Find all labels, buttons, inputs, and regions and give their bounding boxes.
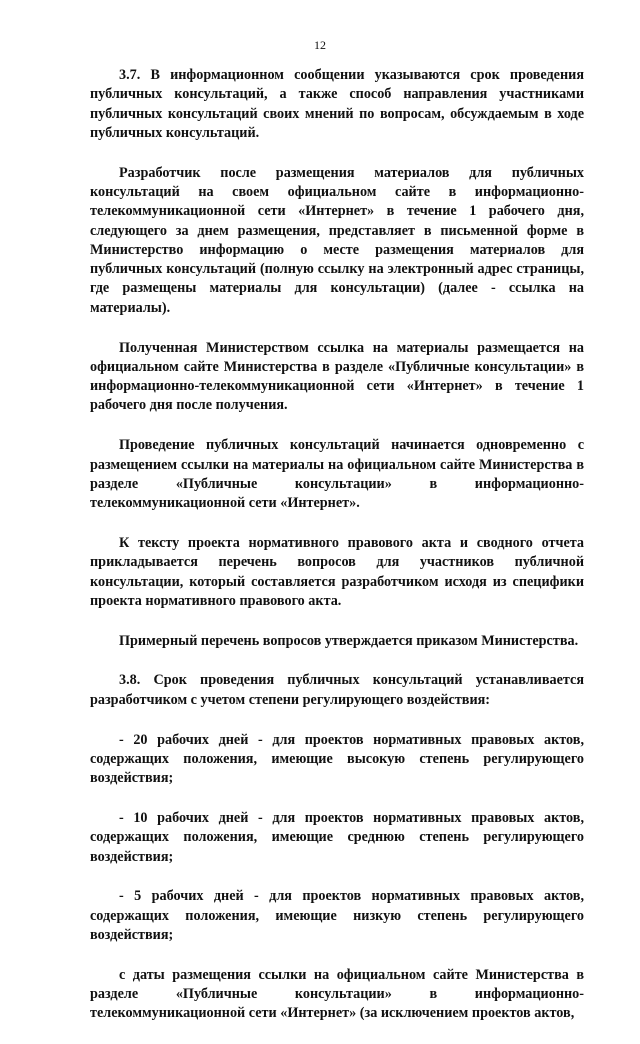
paragraph-3-7: 3.7. В информационном сообщении указываются срок проведения публичных консультаций, а также способ направления участниками публичных консультаций своих мнений по вопросам, обсуждаемым в ходе публичных консультаций. bbox=[90, 67, 584, 141]
paragraph-consultation-start: Проведение публичных консультаций начинается одновременно с размещением ссылки на материалы на официальном сайте Министерства в разделе «Публичные консультации» в информационно-телекоммуникационной сети «Интернет». bbox=[90, 437, 584, 512]
paragraph-approval: Примерный перечень вопросов утверждается приказом Министерства. bbox=[119, 632, 579, 649]
list-item-20-days: - 20 рабочих дней - для проектов нормативных правовых актов, содержащих положения, имеющие высокую степень регулирующего воздействия; bbox=[90, 731, 584, 787]
paragraph-developer-placement: Разработчик после размещения материалов для публичных консультаций на своем официальном сайте в информационно-телекоммуникационной сети «Интернет» в течение 1 рабочего дня, следующего за днем размещения, представляет в письменной форме в Министерство информацию о месте размещения материалов для публичных консультаций (полную ссылку на электронный адрес страницы, где размещены материалы для консультации) (далее - ссылка на материалы). bbox=[90, 164, 584, 316]
paragraph-from-date: с даты размещения ссылки на официальном сайте Министерства в разделе «Публичные консультации» в информационно-телекоммуникационной сети «Интернет» (за исключением проектов актов, bbox=[90, 966, 584, 1022]
paragraph-ministry-link: Полученная Министерством ссылка на материалы размещается на официальном сайте Министерства в разделе «Публичные консультации» в информационно-телекоммуникационной сети «Интернет» в течение 1 рабочего дня после получения. bbox=[90, 339, 584, 414]
paragraph-question-list: К тексту проекта нормативного правового акта и сводного отчета прикладывается перечень вопросов для участников публичной консультации, который составляется разработчиком исходя из специфики проекта нормативного правового акта. bbox=[90, 534, 584, 609]
list-item-5-days: - 5 рабочих дней - для проектов нормативных правовых актов, содержащих положения, имеющие низкую степень регулирующего воздействия; bbox=[90, 888, 584, 943]
page-number: 12 bbox=[314, 38, 326, 52]
list-item-10-days: - 10 рабочих дней - для проектов нормативных правовых актов, содержащих положения, имеющие среднюю степень регулирующего воздействия; bbox=[90, 809, 584, 865]
paragraph-3-8: 3.8. Срок проведения публичных консультаций устанавливается разработчиком с учетом степени регулирующего воздействия: bbox=[90, 672, 584, 708]
document-body bbox=[90, 66, 584, 1044]
